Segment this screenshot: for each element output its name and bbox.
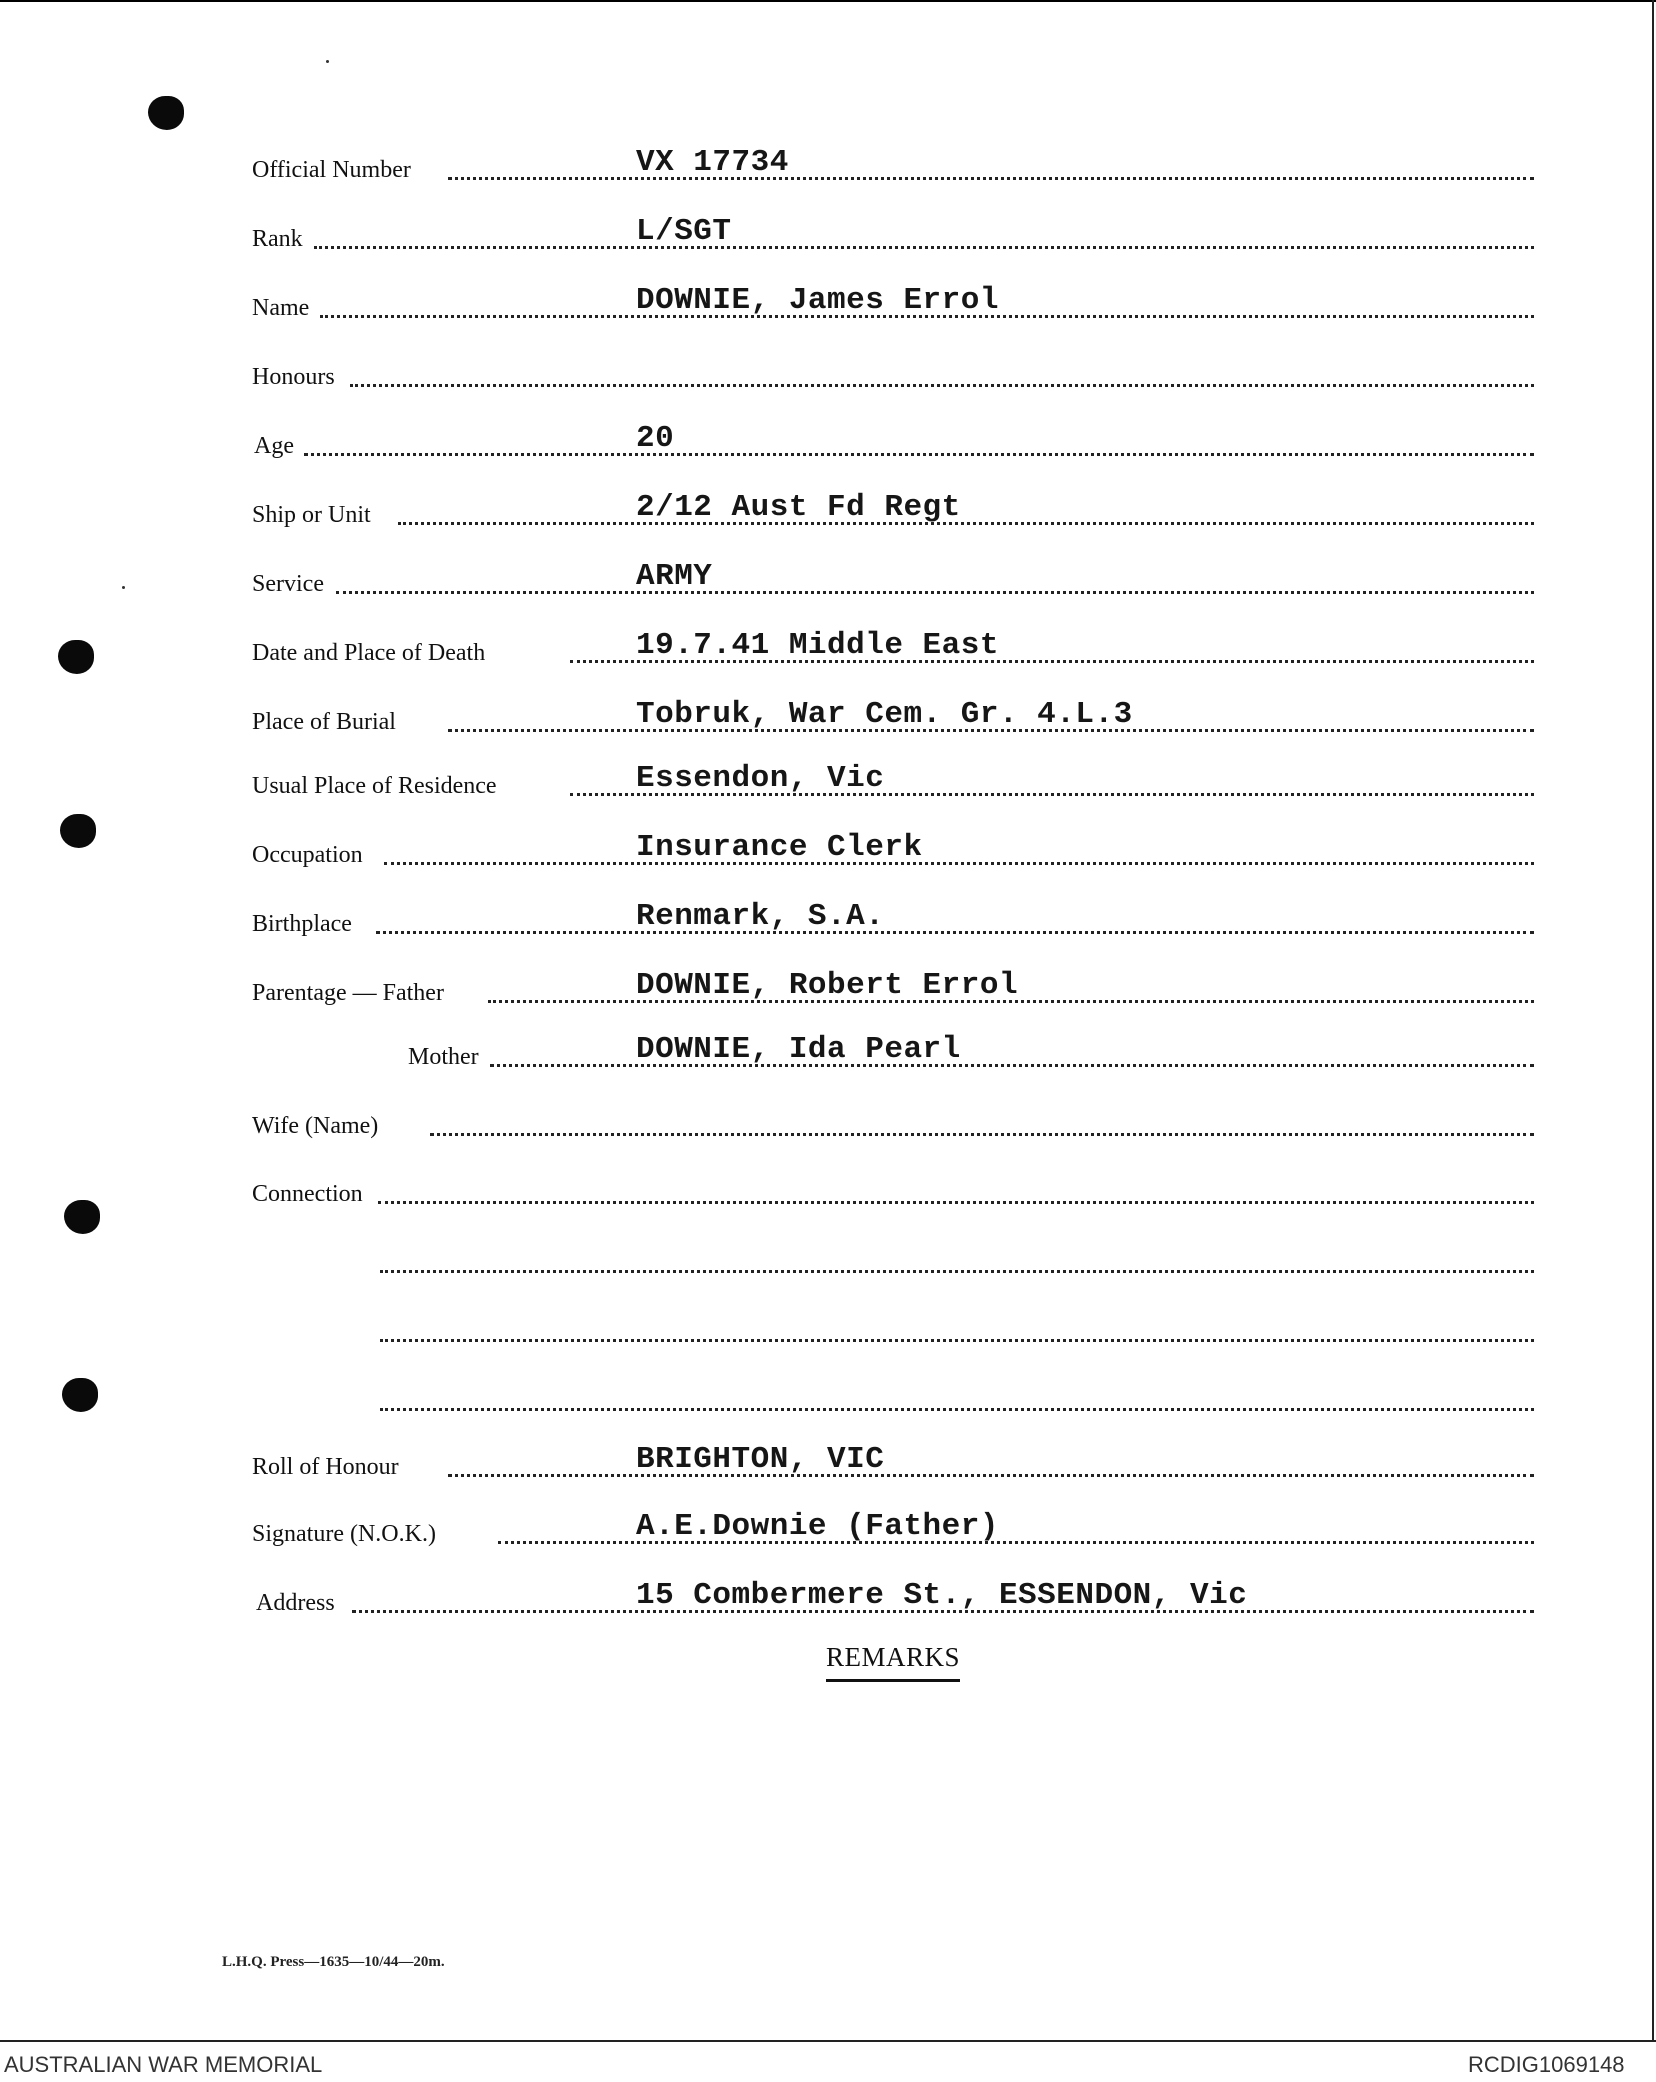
dotted-rule [448,177,1534,180]
row-address [252,1577,1534,1621]
row-signature [252,1508,1534,1552]
value-father: DOWNIE, Robert Errol [636,968,1019,1003]
value-usual-residence: Essendon, Vic [636,761,885,796]
dotted-rule [384,862,1534,865]
remarks-heading: REMARKS [826,1642,960,1682]
dotted-rule [350,384,1534,387]
connection-continuation-line [252,1306,1534,1350]
row-wife [252,1100,1534,1144]
page-right-edge [1652,0,1654,2040]
value-official-number: VX 17734 [636,145,789,180]
value-roll-of-honour: BRIGHTON, VIC [636,1442,885,1477]
punch-hole-1 [148,96,184,130]
row-birthplace [252,898,1534,942]
value-ship-or-unit: 2/12 Aust Fd Regt [636,490,961,525]
value-service: ARMY [636,559,713,594]
label-birthplace: Birthplace [252,911,352,937]
value-signature: A.E.Downie (Father) [636,1509,999,1544]
label-connection: Connection [252,1181,363,1207]
label-place-of-burial: Place of Burial [252,709,396,735]
label-rank: Rank [252,226,303,252]
label-service: Service [252,571,324,597]
row-connection [252,1168,1534,1212]
label-age: Age [254,433,294,459]
value-date-place-of-death: 19.7.41 Middle East [636,628,999,663]
dotted-rule [448,1474,1534,1477]
dotted-rule [336,591,1534,594]
dotted-rule [376,931,1534,934]
row-service [252,558,1534,602]
label-ship-or-unit: Ship or Unit [252,502,371,528]
value-name: DOWNIE, James Errol [636,283,999,318]
connection-continuation-line [252,1237,1534,1281]
row-name [252,282,1534,326]
dotted-rule [314,246,1534,249]
label-wife: Wife (Name) [252,1113,379,1139]
dotted-rule [398,522,1534,525]
punch-hole-5 [62,1378,98,1412]
punch-hole-2 [58,640,94,674]
dotted-rule [380,1270,1534,1273]
value-place-of-burial: Tobruk, War Cem. Gr. 4.L.3 [636,697,1133,732]
dotted-rule [430,1133,1534,1136]
press-imprint: L.H.Q. Press—1635—10/44—20m. [222,1954,445,1970]
label-address: Address [256,1590,335,1616]
dotted-rule [380,1408,1534,1411]
label-occupation: Occupation [252,842,363,868]
row-honours [252,351,1534,395]
value-mother: DOWNIE, Ida Pearl [636,1032,961,1067]
row-official-number [252,144,1534,188]
label-signature: Signature (N.O.K.) [252,1521,436,1547]
footer-archive-name: AUSTRALIAN WAR MEMORIAL [4,2052,323,2077]
row-place-of-burial [252,696,1534,740]
scan-speck [326,60,329,63]
footer-record-id: RCDIG1069148 [1468,2052,1625,2077]
row-date-place-of-death [252,627,1534,671]
value-address: 15 Combermere St., ESSENDON, Vic [636,1578,1248,1613]
label-usual-residence: Usual Place of Residence [252,773,497,799]
label-date-place-of-death: Date and Place of Death [252,640,486,666]
label-honours: Honours [252,364,335,390]
row-usual-residence [252,760,1534,804]
page-bottom-edge [0,2040,1656,2042]
label-official-number: Official Number [252,157,411,183]
value-age: 20 [636,421,675,456]
scan-speck [122,586,125,589]
connection-continuation-line [252,1375,1534,1419]
row-ship-or-unit [252,489,1534,533]
label-roll-of-honour: Roll of Honour [252,1454,399,1480]
value-occupation: Insurance Clerk [636,830,923,865]
value-birthplace: Renmark, S.A. [636,899,885,934]
punch-hole-3 [60,814,96,848]
punch-hole-4 [64,1200,100,1234]
dotted-rule [378,1201,1534,1204]
label-name: Name [252,295,310,321]
dotted-rule [380,1339,1534,1342]
row-occupation [252,829,1534,873]
label-mother: Mother [408,1044,479,1070]
dotted-rule [304,453,1534,456]
row-mother [252,1031,1534,1075]
row-father [252,967,1534,1011]
row-age [252,420,1534,464]
row-rank [252,213,1534,257]
label-father: Parentage — Father [252,980,444,1006]
page-top-edge [0,0,1656,2]
row-roll-of-honour [252,1441,1534,1485]
value-rank: L/SGT [636,214,732,249]
